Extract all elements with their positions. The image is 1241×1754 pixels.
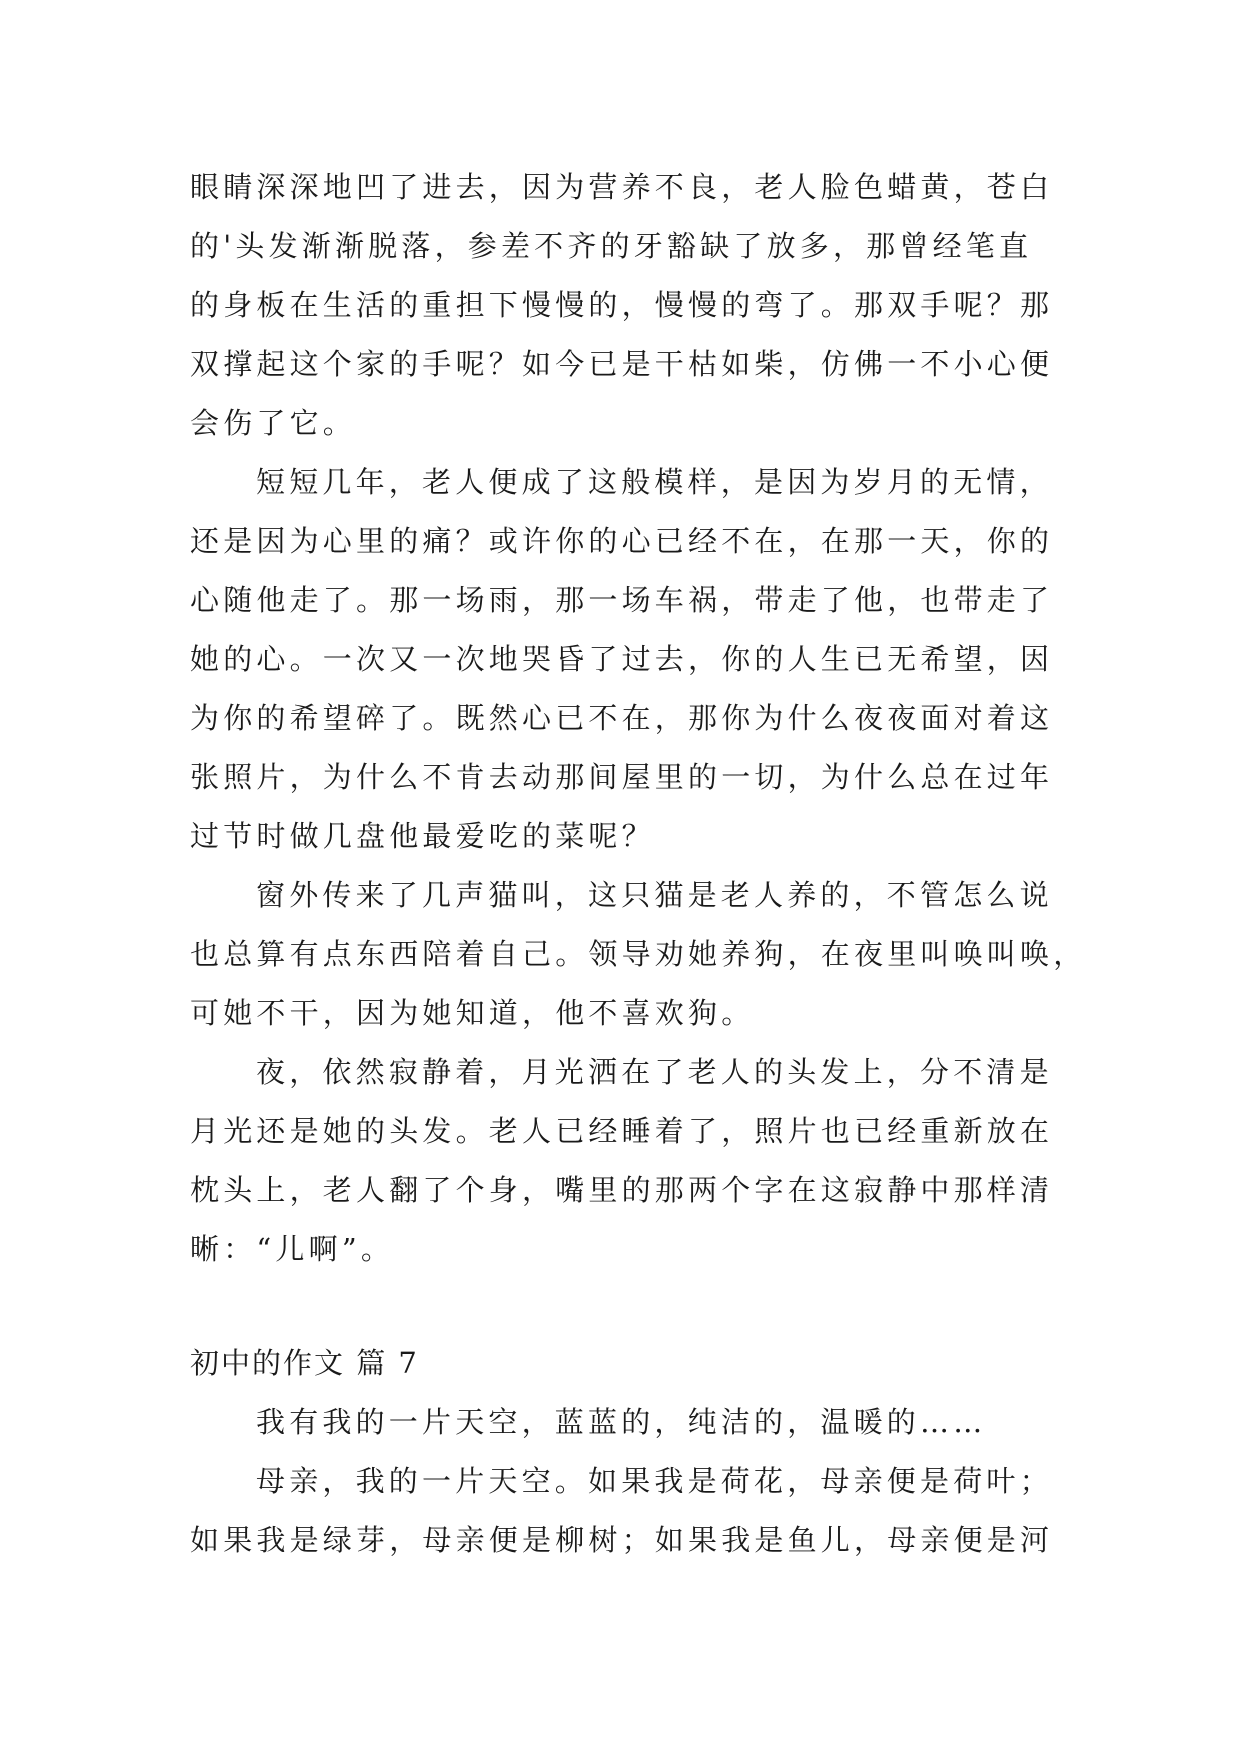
text-line: 可她不干，因为她知道，他不喜欢狗。 <box>190 996 755 1030</box>
paragraph-2 <box>190 453 1054 866</box>
paragraph-1 <box>190 158 1054 453</box>
text-line: 窗外传来了几声猫叫，这只猫是老人养的，不管怎么说 <box>256 878 1053 912</box>
document-body <box>190 158 1087 1570</box>
text-line: 她的心。一次又一次地哭昏了过去，你的人生已无希望，因 <box>190 642 1054 676</box>
text-line: 母亲，我的一片天空。如果我是荷花，母亲便是荷叶； <box>256 1464 1053 1498</box>
text-line: 心随他走了。那一场雨，那一场车祸，带走了他，也带走了 <box>190 583 1054 617</box>
paragraph-5 <box>190 1393 1050 1452</box>
text-line: 眼睛深深地凹了进去，因为营养不良，老人脸色蜡黄，苍白 <box>190 170 1054 204</box>
text-line: 夜，依然寂静着，月光洒在了老人的头发上，分不清是 <box>256 1055 1053 1089</box>
text-line: 张照片，为什么不肯去动那间屋里的一切，为什么总在过年 <box>190 760 1054 794</box>
section-heading: 初中的作文 篇 7 <box>190 1346 419 1380</box>
section-spacer <box>190 1279 1050 1334</box>
text-line: 我有我的一片天空，蓝蓝的，纯洁的，温暖的…… <box>256 1405 987 1439</box>
paragraph-4 <box>190 1043 1054 1279</box>
text-line: 月光还是她的头发。老人已经睡着了，照片也已经重新放在 <box>190 1114 1054 1148</box>
text-line: 会伤了它。 <box>190 406 357 440</box>
text-line: 的身板在生活的重担下慢慢的，慢慢的弯了。那双手呢？那 <box>190 288 1054 322</box>
text-line: 为你的希望碎了。既然心已不在，那你为什么夜夜面对着这 <box>190 701 1054 735</box>
text-line: 如果我是绿芽，母亲便是柳树；如果我是鱼儿，母亲便是河 <box>190 1523 1054 1557</box>
text-line: 短短几年，老人便成了这般模样，是因为岁月的无情， <box>256 465 1053 499</box>
text-line: 还是因为心里的痛？或许你的心已经不在，在那一天，你的 <box>190 524 1054 558</box>
text-line: 过节时做几盘他最爱吃的菜呢？ <box>190 819 655 853</box>
paragraph-6 <box>190 1452 1054 1570</box>
text-line: 的'头发渐渐脱落，参差不齐的牙豁缺了放多，那曾经笔直 <box>190 229 1033 263</box>
text-line: 双撑起这个家的手呢？如今已是干枯如柴，仿佛一不小心便 <box>190 347 1054 381</box>
paragraph-3 <box>190 866 1087 1043</box>
text-line: 枕头上，老人翻了个身，嘴里的那两个字在这寂静中那样清 <box>190 1173 1054 1207</box>
text-line: 也总算有点东西陪着自己。领导劝她养狗，在夜里叫唤叫唤， <box>190 937 1087 971</box>
text-line: 晰：“儿啊”。 <box>190 1232 395 1266</box>
